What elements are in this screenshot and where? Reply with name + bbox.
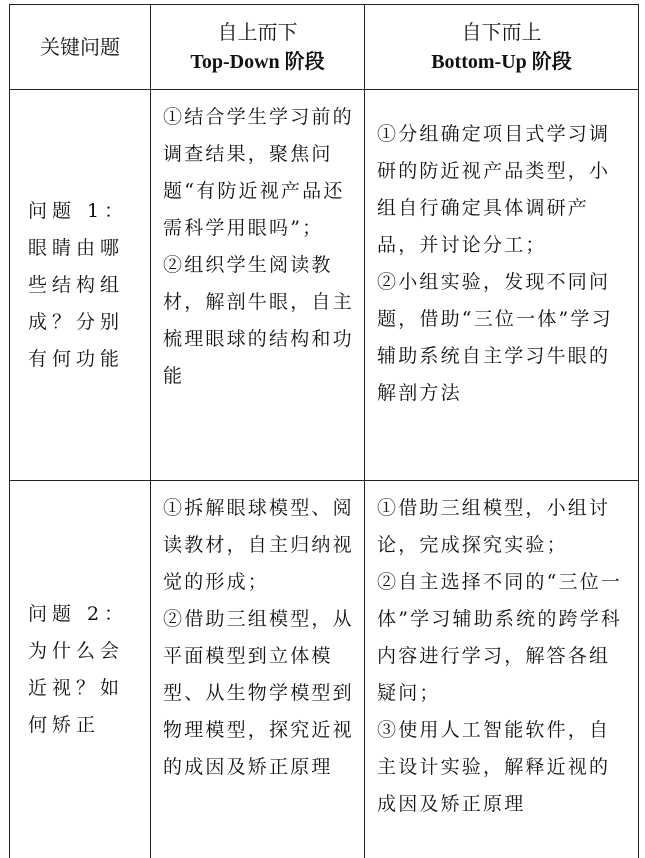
bottom-up-step: ②自主选择不同的“三位一体”学习辅助系统的跨学科内容进行学习，解答各组疑问； xyxy=(377,564,630,712)
header-bottom-up-title: 自下而上 xyxy=(365,17,638,47)
table-header-row xyxy=(10,5,639,90)
header-bottom-up xyxy=(365,5,639,90)
issue-text: 问题 2：为什么会近视？如何矫正 xyxy=(28,603,128,736)
header-top-down-title: 自上而下 xyxy=(151,17,364,47)
header-key-issue-label: 关键问题 xyxy=(40,35,120,59)
issue-text: 问题 1：眼睛由哪些结构组成？分别有何功能 xyxy=(28,200,128,370)
table-row xyxy=(10,481,639,858)
header-bottom-up-sub: Bottom-Up 阶段 xyxy=(365,47,638,77)
bottom-up-step: ③使用人工智能软件，自主设计实验，解释近视的成因及矫正原理 xyxy=(377,712,630,823)
issue-cell xyxy=(10,90,151,481)
header-top-down-sub: Top-Down 阶段 xyxy=(151,47,364,77)
top-down-cell xyxy=(151,90,365,481)
top-down-step: ②组织学生阅读教材，解剖牛眼，自主梳理眼球的结构和功能 xyxy=(163,247,356,395)
bottom-up-step: ②小组实验，发现不同问题，借助“三位一体”学习辅助系统自主学习牛眼的解剖方法 xyxy=(377,264,630,412)
key-issues-table xyxy=(9,4,639,858)
top-down-cell xyxy=(151,481,365,858)
issue-cell xyxy=(10,481,151,858)
bottom-up-step: ①分组确定项目式学习调研的防近视产品类型，小组自行确定具体调研产品，并讨论分工； xyxy=(377,116,630,264)
bottom-up-cell xyxy=(365,90,639,481)
bottom-up-cell xyxy=(365,481,639,858)
header-key-issue xyxy=(10,5,151,90)
top-down-step: ②借助三组模型，从平面模型到立体模型、从生物学模型到物理模型，探究近视的成因及矫正原理 xyxy=(163,601,356,786)
header-top-down xyxy=(151,5,365,90)
top-down-step: ①拆解眼球模型、阅读教材，自主归纳视觉的形成； xyxy=(163,490,356,601)
bottom-up-step: ①借助三组模型，小组讨论，完成探究实验； xyxy=(377,490,630,564)
top-down-step: ①结合学生学习前的调查结果，聚焦问题“有防近视产品还需科学用眼吗”； xyxy=(163,99,356,247)
table-row xyxy=(10,90,639,481)
